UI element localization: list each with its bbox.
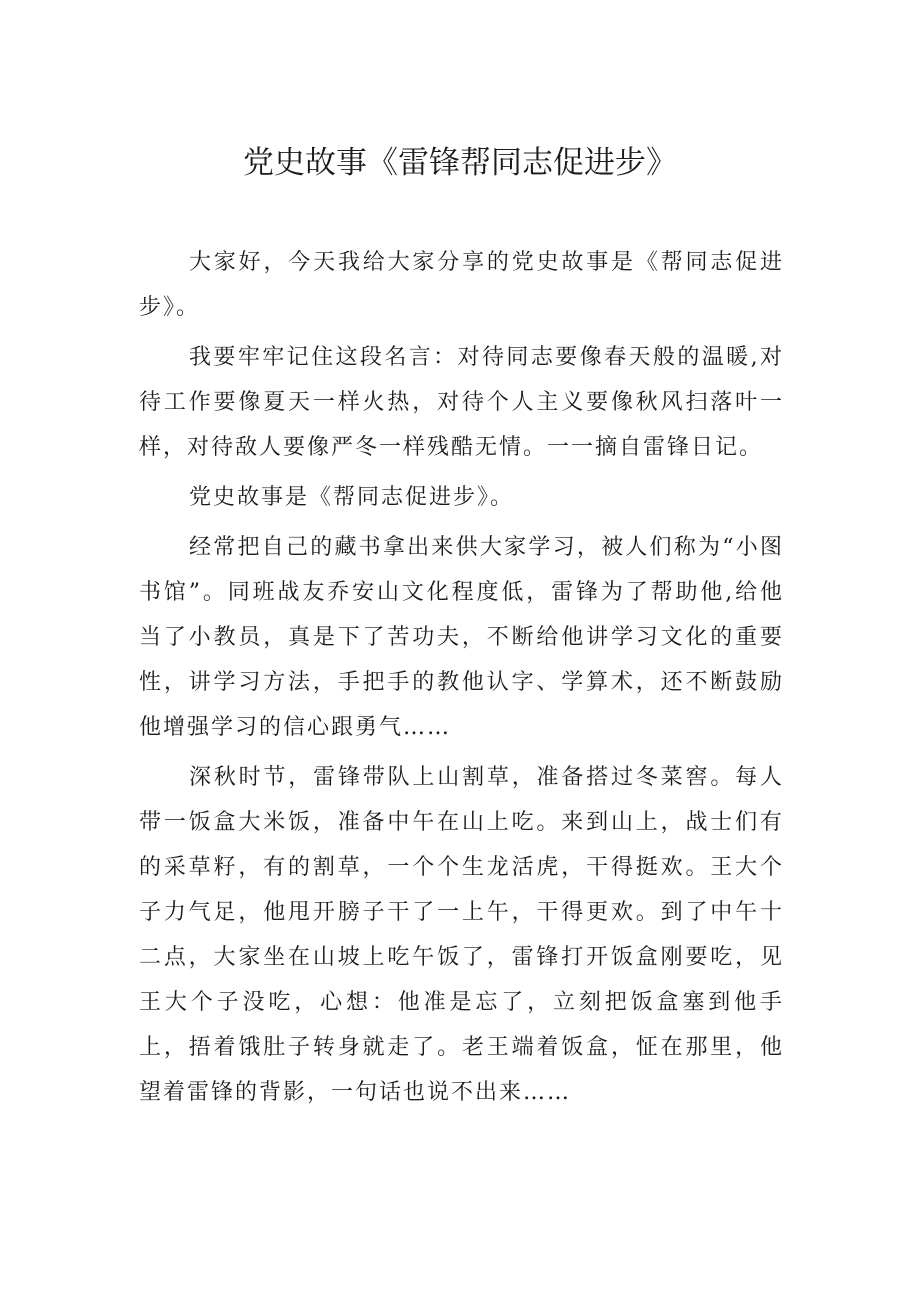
paragraph-quote: 我要牢牢记住这段名言：对待同志要像春天般的温暖,对待工作要像夏天一样火热，对待个人主义要像秋风扫落叶一样，对待敌人要像严冬一样残酷无情。一一摘自雷锋日记。 — [139, 345, 784, 460]
paragraph-greeting: 大家好，今天我给大家分享的党史故事是《帮同志促进步》。 — [139, 250, 784, 320]
paragraph-autumn: 深秋时节，雷锋带队上山割草，准备搭过冬菜窖。每人带一饭盒大米饭，准备中午在山上吃。来到山上，战士们有的采草籽，有的割草，一个个生龙活虎，干得挺欢。王大个子力气足，他甩开膀子干了一上午，干得更欢。到了中午十二点，大家坐在山坡上吃午饭了，雷锋打开饭盒刚要吃，见王大个子没吃，心想：他准是忘了，立刻把饭盒塞到他手上，捂着饿肚子转身就走了。老王端着饭盒，怔在那里，他望着雷锋的背影，一句话也说不出来…… — [139, 765, 784, 1105]
paragraph-story-title: 党史故事是《帮同志促进步》。 — [189, 485, 515, 510]
document-body — [139, 240, 784, 1120]
paragraph-library: 经常把自己的藏书拿出来供大家学习，被人们称为“小图书馆”。同班战友乔安山文化程度低，雷锋为了帮助他,给他当了小教员，真是下了苦功夫，不断给他讲学习文化的重要性，讲学习方法，手把手的教他认字、学算术，还不断鼓励他增强学习的信心跟勇气…… — [139, 535, 784, 740]
document-title: 党史故事《雷锋帮同志促进步》 — [243, 145, 677, 181]
